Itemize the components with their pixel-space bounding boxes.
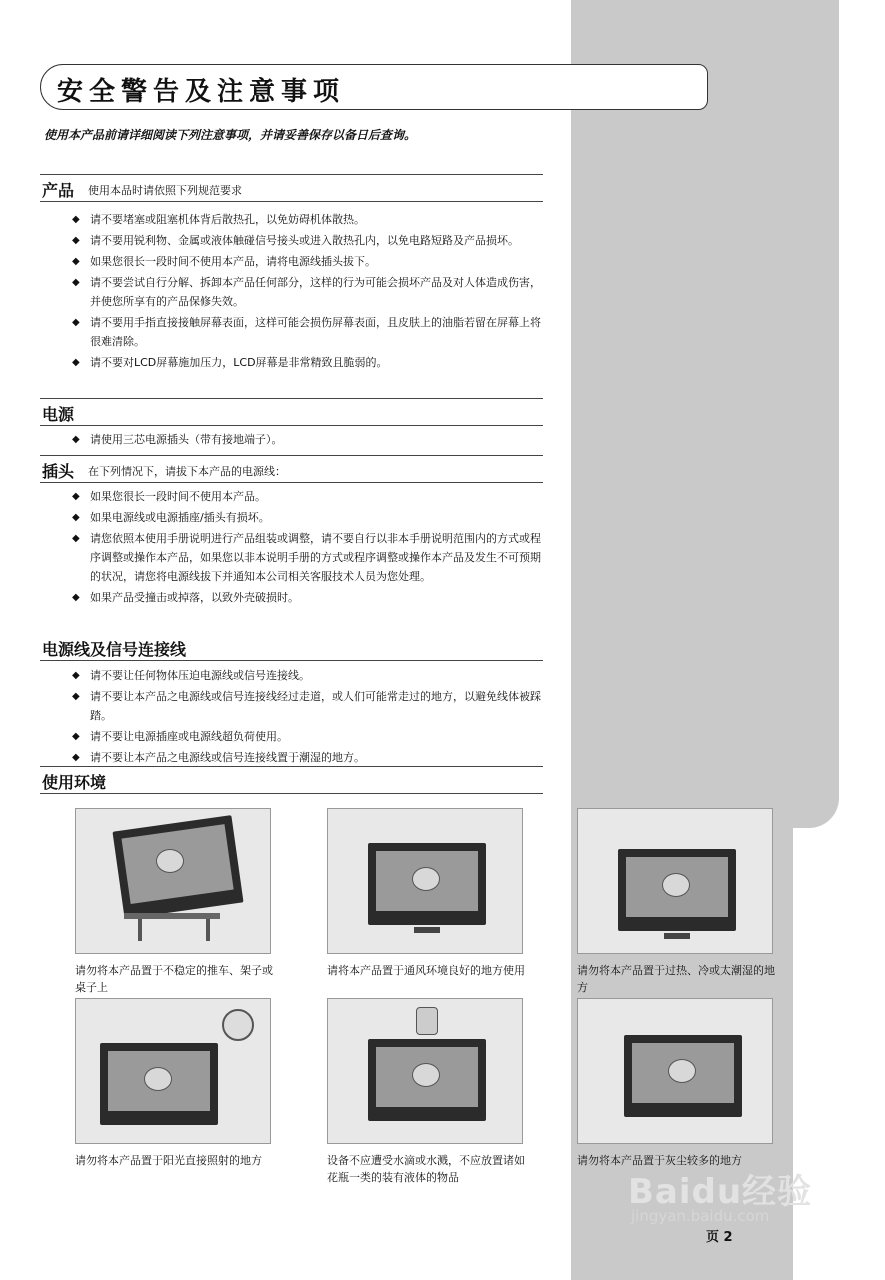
sidebar-band <box>571 0 839 798</box>
list-item: ◆ 请使用三芯电源插头（带有接地端子）。 <box>72 430 542 449</box>
list-item: ◆ 请您依照本使用手册说明进行产品组装或调整，请不要自行以非本手册说明范围内的方式或程序调整或操作本产品，如果您以非本说明手册的方式或程序调整或操作本产品及发生不可预期的状况，请您将电源线拔下并通知本公司相关客服技术人员为您处理。 <box>72 529 542 586</box>
face-illustration <box>412 1063 440 1087</box>
section-product-title: 产品 <box>42 181 75 200</box>
caption-2: 请将本产品置于通风环境良好的地方使用 <box>327 964 525 977</box>
section-product-sub: 使用本品时请依照下列规范要求 <box>88 184 242 197</box>
list-item: ◆ 请不要用锐利物、金属或液体触碰信号接头或进入散热孔内，以免电路短路及产品损坏。 <box>72 231 542 250</box>
illustration-heat-cold-humidity <box>577 808 773 954</box>
list-item: ◆ 请不要尝试自行分解、拆卸本产品任何部分，这样的行为可能会损坏产品及对人体造成伤害，并使您所享有的产品保修失效。 <box>72 273 542 311</box>
section-power-title: 电源 <box>42 405 75 424</box>
illustration-water-splash <box>327 998 523 1144</box>
list-item: ◆ 请不要让本产品之电源线或信号连接线置于潮湿的地方。 <box>72 748 542 767</box>
caption-6: 请勿将本产品置于灰尘较多的地方 <box>577 1154 742 1167</box>
section-cable-title: 电源线及信号连接线 <box>42 640 187 659</box>
page-title: 安全警告及注意事项 <box>57 77 346 107</box>
list-item: ◆ 请不要用手指直接接触屏幕表面，这样可能会损伤屏幕表面，且皮肤上的油脂若留在屏幕上将很难清除。 <box>72 313 542 351</box>
face-illustration <box>144 1067 172 1091</box>
list-item: ◆ 请不要让本产品之电源线或信号连接线经过走道，或人们可能常走过的地方，以避免线体被踩踏。 <box>72 687 542 725</box>
list-item: ◆ 请不要堵塞或阻塞机体背后散热孔，以免妨碍机体散热。 <box>72 210 542 229</box>
section-product-header <box>40 174 543 202</box>
face-illustration <box>156 849 184 873</box>
list-item: ◆ 请不要让任何物体压迫电源线或信号连接线。 <box>72 666 542 685</box>
illustration-dust <box>577 998 773 1144</box>
illustration-ventilation <box>327 808 523 954</box>
illustration-direct-sunlight <box>75 998 271 1144</box>
vase-icon <box>416 1007 438 1035</box>
list-item: ◆ 请不要对LCD屏幕施加压力，LCD屏幕是非常精致且脆弱的。 <box>72 353 542 372</box>
page-number: 页 2 <box>706 1230 733 1245</box>
section-plug-sub: 在下列情况下，请拔下本产品的电源线： <box>88 465 286 478</box>
cable-list <box>72 666 542 769</box>
list-item: ◆ 如果电源线或电源插座/插头有损坏。 <box>72 508 542 527</box>
caption-3: 请勿将本产品置于过热、冷或太潮湿的地方 <box>577 964 775 994</box>
section-env-title: 使用环境 <box>42 773 107 792</box>
title-box <box>40 64 708 110</box>
watermark-logo: Baidu经验 <box>628 1172 813 1212</box>
plug-list <box>72 487 542 609</box>
list-item: ◆ 如果您很长一段时间不使用本产品。 <box>72 487 542 506</box>
list-item: ◆ 如果产品受撞击或掉落，以致外壳破损时。 <box>72 588 542 607</box>
face-illustration <box>668 1059 696 1083</box>
intro-text: 使用本产品前请详细阅读下列注意事项，并请妥善保存以备日后查询。 <box>44 128 417 142</box>
list-item: ◆ 请不要让电源插座或电源线超负荷使用。 <box>72 727 542 746</box>
caption-4: 请勿将本产品置于阳光直接照射的地方 <box>75 1154 262 1167</box>
watermark-url: jingyan.baidu.com <box>631 1207 770 1225</box>
section-cable-header <box>40 634 543 661</box>
sun-icon <box>222 1009 254 1041</box>
list-item: ◆ 如果您很长一段时间不使用本产品，请将电源线插头拔下。 <box>72 252 542 271</box>
caption-5: 设备不应遭受水滴或水溅，不应放置诸如花瓶一类的装有液体的物品 <box>327 1154 525 1184</box>
illustration-unstable-cart <box>75 808 271 954</box>
face-illustration <box>662 873 690 897</box>
section-plug-title: 插头 <box>42 462 75 481</box>
section-plug-header <box>40 455 543 483</box>
section-env-header <box>40 766 543 794</box>
section-power-header <box>40 398 543 426</box>
product-list <box>72 210 542 374</box>
caption-1: 请勿将本产品置于不稳定的推车、架子或桌子上 <box>75 964 273 994</box>
power-list <box>72 430 542 451</box>
face-illustration <box>412 867 440 891</box>
